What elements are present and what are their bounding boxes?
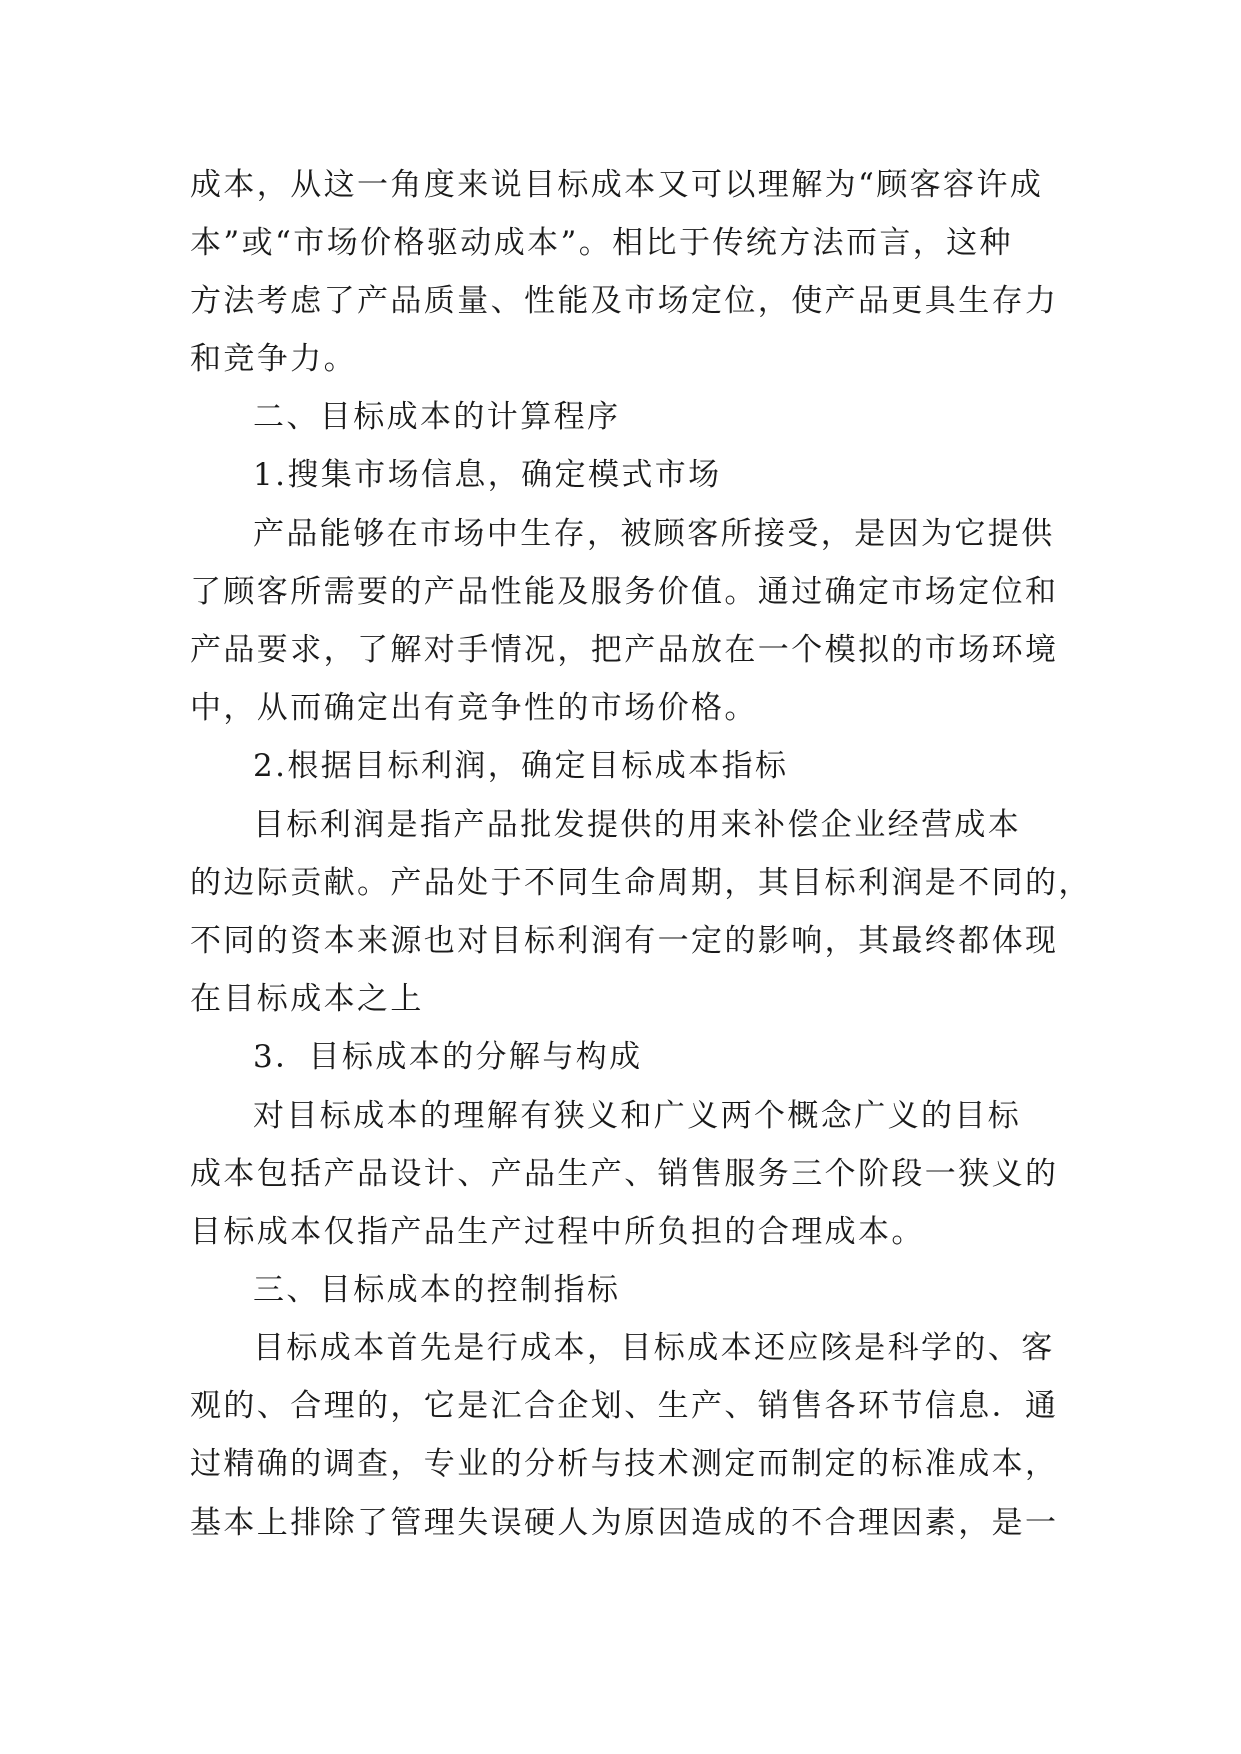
text-line: 目标成本仅指产品生产过程中所负担的合理成本。: [190, 1214, 925, 1250]
paragraph-start-line: 产品能够在市场中生存，被顾客所接受，是因为它提供: [253, 516, 1055, 552]
paragraph-start-line: 目标成本首先是行成本，目标成本还应陔是科学的、客: [253, 1330, 1055, 1366]
text-line: 中，从而确定出有竞争性的市场价格。: [190, 690, 758, 726]
text-line: 成本，从这一角度来说目标成本又可以理解为“顾客容许成: [190, 167, 1044, 203]
text-line: 本”或“市场价格驱动成本”。相比于传统方法而言，这种: [190, 225, 1013, 261]
subsection-heading: 2.根据目标利润，确定目标成本指标: [253, 748, 789, 784]
text-line: 了顾客所需要的产品性能及服务价值。通过确定市场定位和: [190, 574, 1059, 610]
text-line: 不同的资本来源也对目标利润有一定的影响，其最终都体现: [190, 923, 1059, 959]
text-line: 方法考虑了产品质量、性能及市场定位，使产品更具生存力: [190, 283, 1059, 319]
section-heading: 二、目标成本的计算程序: [253, 399, 621, 435]
text-line: 和竞争力。: [190, 341, 357, 377]
text-line: 基本上排除了管理失误硬人为原因造成的不合理因素，是一: [190, 1505, 1059, 1541]
text-line: 的边际贡献。产品处于不同生命周期，其目标利润是不同的，: [190, 865, 1092, 901]
paragraph-start-line: 对目标成本的理解有狭义和广义两个概念广义的目标: [253, 1098, 1022, 1134]
text-line: 过精确的调查，专业的分析与技术测定而制定的标准成本，: [190, 1446, 1059, 1482]
text-line: 产品要求，了解对手情况，把产品放在一个模拟的市场环境: [190, 632, 1059, 668]
text-line: 在目标成本之上: [190, 981, 424, 1017]
subsection-heading: 3．目标成本的分解与构成: [253, 1039, 643, 1075]
text-line: 成本包括产品设计、产品生产、销售服务三个阶段一狭义的: [190, 1156, 1059, 1192]
subsection-heading: 1.搜集市场信息，确定模式市场: [253, 457, 722, 493]
section-heading: 三、目标成本的控制指标: [253, 1272, 621, 1308]
text-line: 观的、合理的，它是汇合企划、生产、销售各环节信息．通: [190, 1388, 1059, 1424]
paragraph-start-line: 目标利润是指产品批发提供的用来补偿企业经营成本: [253, 807, 1022, 843]
